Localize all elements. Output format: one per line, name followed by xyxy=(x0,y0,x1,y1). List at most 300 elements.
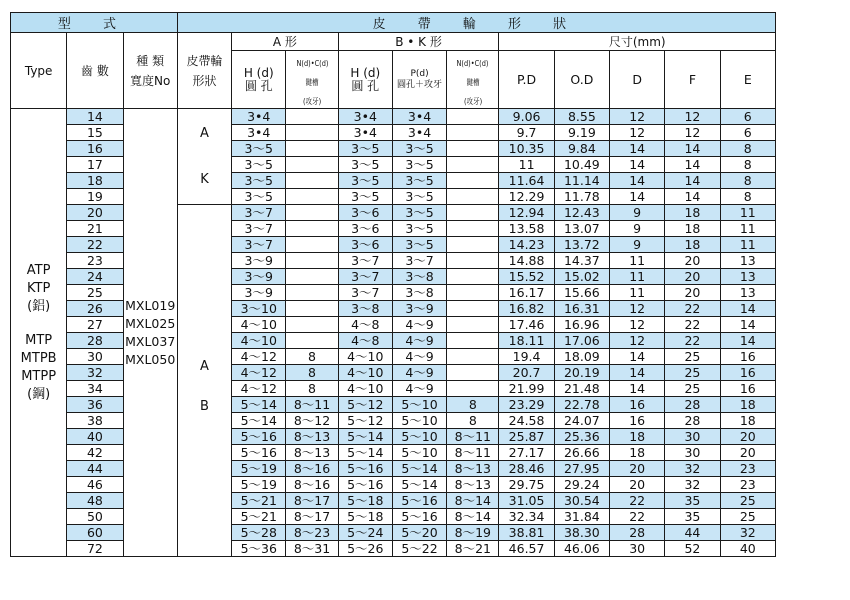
header-a-keyway: N(d)•C(d) 鍵槽 (攻牙) xyxy=(286,51,338,109)
teeth-cell: 21 xyxy=(67,221,123,237)
cell-bk-n xyxy=(447,285,499,301)
cell-d: 30 xyxy=(610,541,665,557)
header-a-bore: H (d) 圓 孔 xyxy=(232,51,286,109)
cell-d: 14 xyxy=(610,349,665,365)
cell-f: 20 xyxy=(665,285,720,301)
cell-a-h: 5～19 xyxy=(232,477,286,493)
cell-a-h: 5～36 xyxy=(232,541,286,557)
teeth-cell: 19 xyxy=(67,189,123,205)
cell-a-h: 5～16 xyxy=(232,445,286,461)
cell-od: 29.24 xyxy=(554,477,609,493)
cell-a-h: 5～19 xyxy=(232,461,286,477)
cell-bk-n: 8 xyxy=(447,413,499,429)
cell-bk-h: 5～12 xyxy=(338,397,392,413)
cell-pd: 46.57 xyxy=(499,541,554,557)
cell-e: 32 xyxy=(720,525,775,541)
cell-od: 26.66 xyxy=(554,445,609,461)
teeth-cell: 32 xyxy=(67,365,123,381)
cell-bk-n xyxy=(447,109,499,125)
teeth-cell: 72 xyxy=(67,541,123,557)
cell-pd: 14.88 xyxy=(499,253,554,269)
cell-od: 10.49 xyxy=(554,157,609,173)
cell-bk-p: 5～10 xyxy=(392,413,446,429)
cell-od: 38.30 xyxy=(554,525,609,541)
header-model-group: 型 式 xyxy=(11,13,178,33)
cell-bk-h: 5～18 xyxy=(338,493,392,509)
pulley-spec-table xyxy=(10,12,776,557)
cell-bk-p: 3～5 xyxy=(392,189,446,205)
cell-od: 27.95 xyxy=(554,461,609,477)
cell-a-n xyxy=(286,221,338,237)
cell-pd: 16.82 xyxy=(499,301,554,317)
teeth-cell: 17 xyxy=(67,157,123,173)
cell-a-n: 8～13 xyxy=(286,445,338,461)
cell-d: 12 xyxy=(610,109,665,125)
cell-a-n xyxy=(286,205,338,221)
cell-d: 18 xyxy=(610,429,665,445)
cell-a-h: 5～21 xyxy=(232,509,286,525)
cell-f: 20 xyxy=(665,253,720,269)
cell-f: 30 xyxy=(665,445,720,461)
cell-bk-p: 3～5 xyxy=(392,157,446,173)
cell-bk-n: 8～21 xyxy=(447,541,499,557)
header-pulley-form: 皮帶輪 形狀 xyxy=(177,33,231,109)
cell-pd: 12.29 xyxy=(499,189,554,205)
cell-bk-h: 3～5 xyxy=(338,173,392,189)
teeth-cell: 38 xyxy=(67,413,123,429)
header-dimensions: 尺寸(mm) xyxy=(499,33,776,51)
teeth-cell: 15 xyxy=(67,125,123,141)
cell-e: 6 xyxy=(720,109,775,125)
cell-pd: 20.7 xyxy=(499,365,554,381)
type-line: MTPP xyxy=(21,368,57,384)
cell-a-h: 5～16 xyxy=(232,429,286,445)
cell-bk-h: 5～12 xyxy=(338,413,392,429)
kind-line: MXL019 xyxy=(125,297,176,313)
cell-pd: 10.35 xyxy=(499,141,554,157)
header-f: F xyxy=(665,51,720,109)
cell-e: 20 xyxy=(720,429,775,445)
cell-bk-h: 5～14 xyxy=(338,429,392,445)
cell-a-n: 8 xyxy=(286,349,338,365)
cell-bk-n xyxy=(447,365,499,381)
kind-line: MXL025 xyxy=(125,315,176,331)
cell-d: 11 xyxy=(610,269,665,285)
cell-f: 14 xyxy=(665,141,720,157)
cell-e: 8 xyxy=(720,189,775,205)
teeth-cell: 26 xyxy=(67,301,123,317)
shape-line xyxy=(178,379,231,395)
cell-a-h: 5～14 xyxy=(232,397,286,413)
header-bk-bore-tap: P(d) 圓孔＋攻牙 xyxy=(392,51,446,109)
header-d: D xyxy=(610,51,665,109)
cell-f: 22 xyxy=(665,333,720,349)
cell-f: 28 xyxy=(665,397,720,413)
cell-a-h: 5～14 xyxy=(232,413,286,429)
cell-bk-n: 8～14 xyxy=(447,509,499,525)
cell-d: 22 xyxy=(610,493,665,509)
kind-line: MXL037 xyxy=(125,333,176,349)
shape-line: B xyxy=(200,399,209,414)
cell-a-n xyxy=(286,173,338,189)
cell-a-n: 8～13 xyxy=(286,429,338,445)
cell-a-h: 3～7 xyxy=(232,221,286,237)
cell-a-n xyxy=(286,301,338,317)
cell-a-h: 3～9 xyxy=(232,269,286,285)
cell-e: 20 xyxy=(720,445,775,461)
teeth-cell: 40 xyxy=(67,429,123,445)
cell-bk-h: 5～26 xyxy=(338,541,392,557)
cell-a-h: 4～10 xyxy=(232,333,286,349)
cell-f: 35 xyxy=(665,509,720,525)
teeth-cell: 16 xyxy=(67,141,123,157)
shape-line: A xyxy=(200,125,209,141)
teeth-cell: 23 xyxy=(67,253,123,269)
cell-bk-p: 5～22 xyxy=(392,541,446,557)
cell-od: 16.96 xyxy=(554,317,609,333)
cell-bk-p: 4～9 xyxy=(392,349,446,365)
header-teeth: 齒 數 xyxy=(67,33,123,109)
cell-pd: 19.4 xyxy=(499,349,554,365)
cell-e: 13 xyxy=(720,285,775,301)
cell-bk-p: 5～16 xyxy=(392,509,446,525)
cell-a-h: 5～28 xyxy=(232,525,286,541)
header-od: O.D xyxy=(554,51,609,109)
cell-f: 25 xyxy=(665,381,720,397)
cell-f: 25 xyxy=(665,365,720,381)
type-line: (鋁) xyxy=(27,298,51,314)
teeth-cell: 22 xyxy=(67,237,123,253)
teeth-cell: 46 xyxy=(67,477,123,493)
cell-f: 32 xyxy=(665,461,720,477)
cell-pd: 29.75 xyxy=(499,477,554,493)
cell-f: 18 xyxy=(665,237,720,253)
cell-d: 9 xyxy=(610,205,665,221)
cell-a-h: 3～10 xyxy=(232,301,286,317)
cell-od: 25.36 xyxy=(554,429,609,445)
cell-bk-p: 5～16 xyxy=(392,493,446,509)
cell-bk-h: 3～5 xyxy=(338,141,392,157)
cell-bk-p: 4～9 xyxy=(392,365,446,381)
cell-e: 13 xyxy=(720,269,775,285)
cell-e: 23 xyxy=(720,477,775,493)
teeth-cell: 30 xyxy=(67,349,123,365)
cell-f: 14 xyxy=(665,173,720,189)
cell-od: 16.31 xyxy=(554,301,609,317)
cell-e: 23 xyxy=(720,461,775,477)
cell-a-h: 4～12 xyxy=(232,381,286,397)
cell-bk-p: 4～9 xyxy=(392,317,446,333)
cell-a-n xyxy=(286,189,338,205)
cell-od: 15.66 xyxy=(554,285,609,301)
cell-od: 22.78 xyxy=(554,397,609,413)
cell-e: 25 xyxy=(720,509,775,525)
teeth-cell: 50 xyxy=(67,509,123,525)
cell-d: 14 xyxy=(610,381,665,397)
cell-pd: 38.81 xyxy=(499,525,554,541)
cell-d: 14 xyxy=(610,173,665,189)
cell-bk-h: 4～8 xyxy=(338,317,392,333)
cell-e: 8 xyxy=(720,173,775,189)
cell-a-n: 8～11 xyxy=(286,397,338,413)
cell-bk-n: 8～11 xyxy=(447,429,499,445)
cell-f: 18 xyxy=(665,221,720,237)
type-line: MTP xyxy=(25,332,53,348)
pulley-shape-cell-large xyxy=(177,205,231,557)
cell-bk-h: 5～18 xyxy=(338,509,392,525)
cell-bk-n xyxy=(447,253,499,269)
cell-d: 20 xyxy=(610,461,665,477)
cell-e: 11 xyxy=(720,237,775,253)
teeth-cell: 60 xyxy=(67,525,123,541)
cell-bk-h: 3•4 xyxy=(338,109,392,125)
cell-bk-n xyxy=(447,125,499,141)
cell-bk-n xyxy=(447,349,499,365)
cell-d: 9 xyxy=(610,221,665,237)
cell-bk-p: 3～9 xyxy=(392,301,446,317)
teeth-cell: 48 xyxy=(67,493,123,509)
teeth-cell: 18 xyxy=(67,173,123,189)
cell-od: 17.06 xyxy=(554,333,609,349)
cell-a-n: 8～31 xyxy=(286,541,338,557)
cell-bk-p: 3～5 xyxy=(392,205,446,221)
cell-bk-n: 8～14 xyxy=(447,493,499,509)
cell-od: 18.09 xyxy=(554,349,609,365)
cell-pd: 15.52 xyxy=(499,269,554,285)
cell-od: 8.55 xyxy=(554,109,609,125)
cell-bk-p: 5～14 xyxy=(392,477,446,493)
cell-bk-n xyxy=(447,189,499,205)
cell-f: 32 xyxy=(665,477,720,493)
cell-e: 6 xyxy=(720,125,775,141)
cell-bk-h: 4～10 xyxy=(338,381,392,397)
cell-pd: 12.94 xyxy=(499,205,554,221)
cell-a-n xyxy=(286,237,338,253)
cell-d: 14 xyxy=(610,157,665,173)
cell-f: 35 xyxy=(665,493,720,509)
cell-bk-h: 3•4 xyxy=(338,125,392,141)
cell-d: 16 xyxy=(610,413,665,429)
cell-a-n: 8～17 xyxy=(286,509,338,525)
cell-od: 14.37 xyxy=(554,253,609,269)
cell-a-h: 3～5 xyxy=(232,189,286,205)
cell-od: 13.72 xyxy=(554,237,609,253)
cell-d: 9 xyxy=(610,237,665,253)
cell-bk-p: 3～5 xyxy=(392,141,446,157)
cell-od: 12.43 xyxy=(554,205,609,221)
cell-bk-n xyxy=(447,381,499,397)
cell-pd: 13.58 xyxy=(499,221,554,237)
cell-f: 14 xyxy=(665,157,720,173)
cell-bk-h: 4～10 xyxy=(338,365,392,381)
shape-line: K xyxy=(200,171,209,187)
cell-a-h: 4～10 xyxy=(232,317,286,333)
cell-pd: 31.05 xyxy=(499,493,554,509)
cell-a-h: 3•4 xyxy=(232,109,286,125)
cell-d: 16 xyxy=(610,397,665,413)
cell-pd: 28.46 xyxy=(499,461,554,477)
cell-a-n: 8～16 xyxy=(286,477,338,493)
cell-bk-h: 3～7 xyxy=(338,285,392,301)
cell-f: 12 xyxy=(665,125,720,141)
cell-a-h: 3～5 xyxy=(232,157,286,173)
cell-a-n xyxy=(286,269,338,285)
cell-pd: 18.11 xyxy=(499,333,554,349)
cell-bk-n: 8～19 xyxy=(447,525,499,541)
cell-e: 18 xyxy=(720,397,775,413)
cell-e: 14 xyxy=(720,317,775,333)
cell-bk-h: 5～24 xyxy=(338,525,392,541)
cell-pd: 17.46 xyxy=(499,317,554,333)
cell-a-n: 8～17 xyxy=(286,493,338,509)
cell-bk-n xyxy=(447,269,499,285)
cell-d: 18 xyxy=(610,445,665,461)
cell-bk-n xyxy=(447,237,499,253)
shape-line: A xyxy=(200,359,209,374)
type-line xyxy=(11,316,66,332)
cell-bk-h: 3～6 xyxy=(338,237,392,253)
cell-a-n xyxy=(286,157,338,173)
cell-a-h: 3•4 xyxy=(232,125,286,141)
cell-bk-h: 4～10 xyxy=(338,349,392,365)
teeth-cell: 27 xyxy=(67,317,123,333)
kind-line: MXL050 xyxy=(125,351,176,367)
cell-f: 25 xyxy=(665,349,720,365)
header-kind: 種 類 寬度No xyxy=(123,33,177,109)
cell-e: 16 xyxy=(720,381,775,397)
header-bk-bore: H (d) 圓 孔 xyxy=(338,51,392,109)
cell-d: 20 xyxy=(610,477,665,493)
cell-bk-n xyxy=(447,221,499,237)
cell-d: 11 xyxy=(610,285,665,301)
cell-bk-n: 8～13 xyxy=(447,477,499,493)
cell-a-h: 3～9 xyxy=(232,285,286,301)
cell-bk-p: 3•4 xyxy=(392,125,446,141)
cell-e: 14 xyxy=(720,301,775,317)
cell-a-h: 3～5 xyxy=(232,141,286,157)
cell-a-n xyxy=(286,125,338,141)
cell-bk-p: 5～20 xyxy=(392,525,446,541)
cell-a-n xyxy=(286,109,338,125)
cell-a-n xyxy=(286,141,338,157)
cell-f: 14 xyxy=(665,189,720,205)
cell-a-n xyxy=(286,317,338,333)
cell-bk-h: 3～7 xyxy=(338,253,392,269)
cell-d: 12 xyxy=(610,317,665,333)
cell-bk-p: 3•4 xyxy=(392,109,446,125)
cell-a-n: 8 xyxy=(286,381,338,397)
cell-a-h: 5～21 xyxy=(232,493,286,509)
cell-bk-n xyxy=(447,141,499,157)
cell-f: 18 xyxy=(665,205,720,221)
cell-d: 12 xyxy=(610,125,665,141)
kind-cell xyxy=(123,109,177,557)
cell-bk-p: 3～8 xyxy=(392,285,446,301)
cell-bk-n xyxy=(447,333,499,349)
cell-bk-p: 5～10 xyxy=(392,397,446,413)
cell-bk-p: 5～14 xyxy=(392,461,446,477)
cell-pd: 32.34 xyxy=(499,509,554,525)
cell-bk-h: 3～6 xyxy=(338,205,392,221)
cell-d: 28 xyxy=(610,525,665,541)
cell-f: 28 xyxy=(665,413,720,429)
cell-e: 16 xyxy=(720,365,775,381)
cell-d: 11 xyxy=(610,253,665,269)
cell-bk-p: 3～5 xyxy=(392,173,446,189)
cell-e: 8 xyxy=(720,141,775,157)
teeth-cell: 34 xyxy=(67,381,123,397)
teeth-cell: 28 xyxy=(67,333,123,349)
cell-e: 25 xyxy=(720,493,775,509)
header-type: Type xyxy=(11,33,67,109)
cell-e: 11 xyxy=(720,205,775,221)
type-line: ATP xyxy=(26,262,51,278)
cell-bk-p: 5～10 xyxy=(392,429,446,445)
cell-d: 14 xyxy=(610,141,665,157)
cell-bk-p: 3～8 xyxy=(392,269,446,285)
cell-pd: 9.7 xyxy=(499,125,554,141)
cell-bk-n: 8～13 xyxy=(447,461,499,477)
header-pulley-shape-group: 皮 帶 輪 形 狀 xyxy=(177,13,775,33)
cell-e: 40 xyxy=(720,541,775,557)
type-cell xyxy=(11,109,67,557)
cell-od: 9.84 xyxy=(554,141,609,157)
cell-a-n xyxy=(286,285,338,301)
type-line: KTP xyxy=(26,280,51,296)
cell-bk-p: 3～5 xyxy=(392,237,446,253)
cell-e: 11 xyxy=(720,221,775,237)
header-bk-shape: B • K 形 xyxy=(338,33,499,51)
cell-e: 16 xyxy=(720,349,775,365)
cell-od: 11.78 xyxy=(554,189,609,205)
cell-e: 14 xyxy=(720,333,775,349)
cell-bk-h: 3～6 xyxy=(338,221,392,237)
cell-pd: 16.17 xyxy=(499,285,554,301)
cell-bk-h: 3～5 xyxy=(338,157,392,173)
cell-f: 22 xyxy=(665,301,720,317)
cell-bk-n xyxy=(447,157,499,173)
cell-a-n: 8～23 xyxy=(286,525,338,541)
cell-od: 9.19 xyxy=(554,125,609,141)
cell-pd: 27.17 xyxy=(499,445,554,461)
teeth-cell: 42 xyxy=(67,445,123,461)
cell-a-h: 3～5 xyxy=(232,173,286,189)
cell-od: 46.06 xyxy=(554,541,609,557)
cell-od: 20.19 xyxy=(554,365,609,381)
table-row xyxy=(11,109,776,125)
cell-bk-h: 3～7 xyxy=(338,269,392,285)
cell-f: 52 xyxy=(665,541,720,557)
cell-bk-n xyxy=(447,173,499,189)
cell-a-n: 8～12 xyxy=(286,413,338,429)
teeth-cell: 36 xyxy=(67,397,123,413)
cell-f: 30 xyxy=(665,429,720,445)
cell-pd: 25.87 xyxy=(499,429,554,445)
cell-pd: 24.58 xyxy=(499,413,554,429)
cell-od: 30.54 xyxy=(554,493,609,509)
cell-d: 12 xyxy=(610,333,665,349)
cell-bk-p: 5～10 xyxy=(392,445,446,461)
cell-od: 24.07 xyxy=(554,413,609,429)
cell-bk-p: 3～5 xyxy=(392,221,446,237)
cell-bk-h: 5～16 xyxy=(338,461,392,477)
cell-f: 22 xyxy=(665,317,720,333)
cell-pd: 14.23 xyxy=(499,237,554,253)
cell-bk-h: 4～8 xyxy=(338,333,392,349)
cell-f: 44 xyxy=(665,525,720,541)
cell-bk-n xyxy=(447,301,499,317)
type-line: (鋼) xyxy=(27,386,51,402)
